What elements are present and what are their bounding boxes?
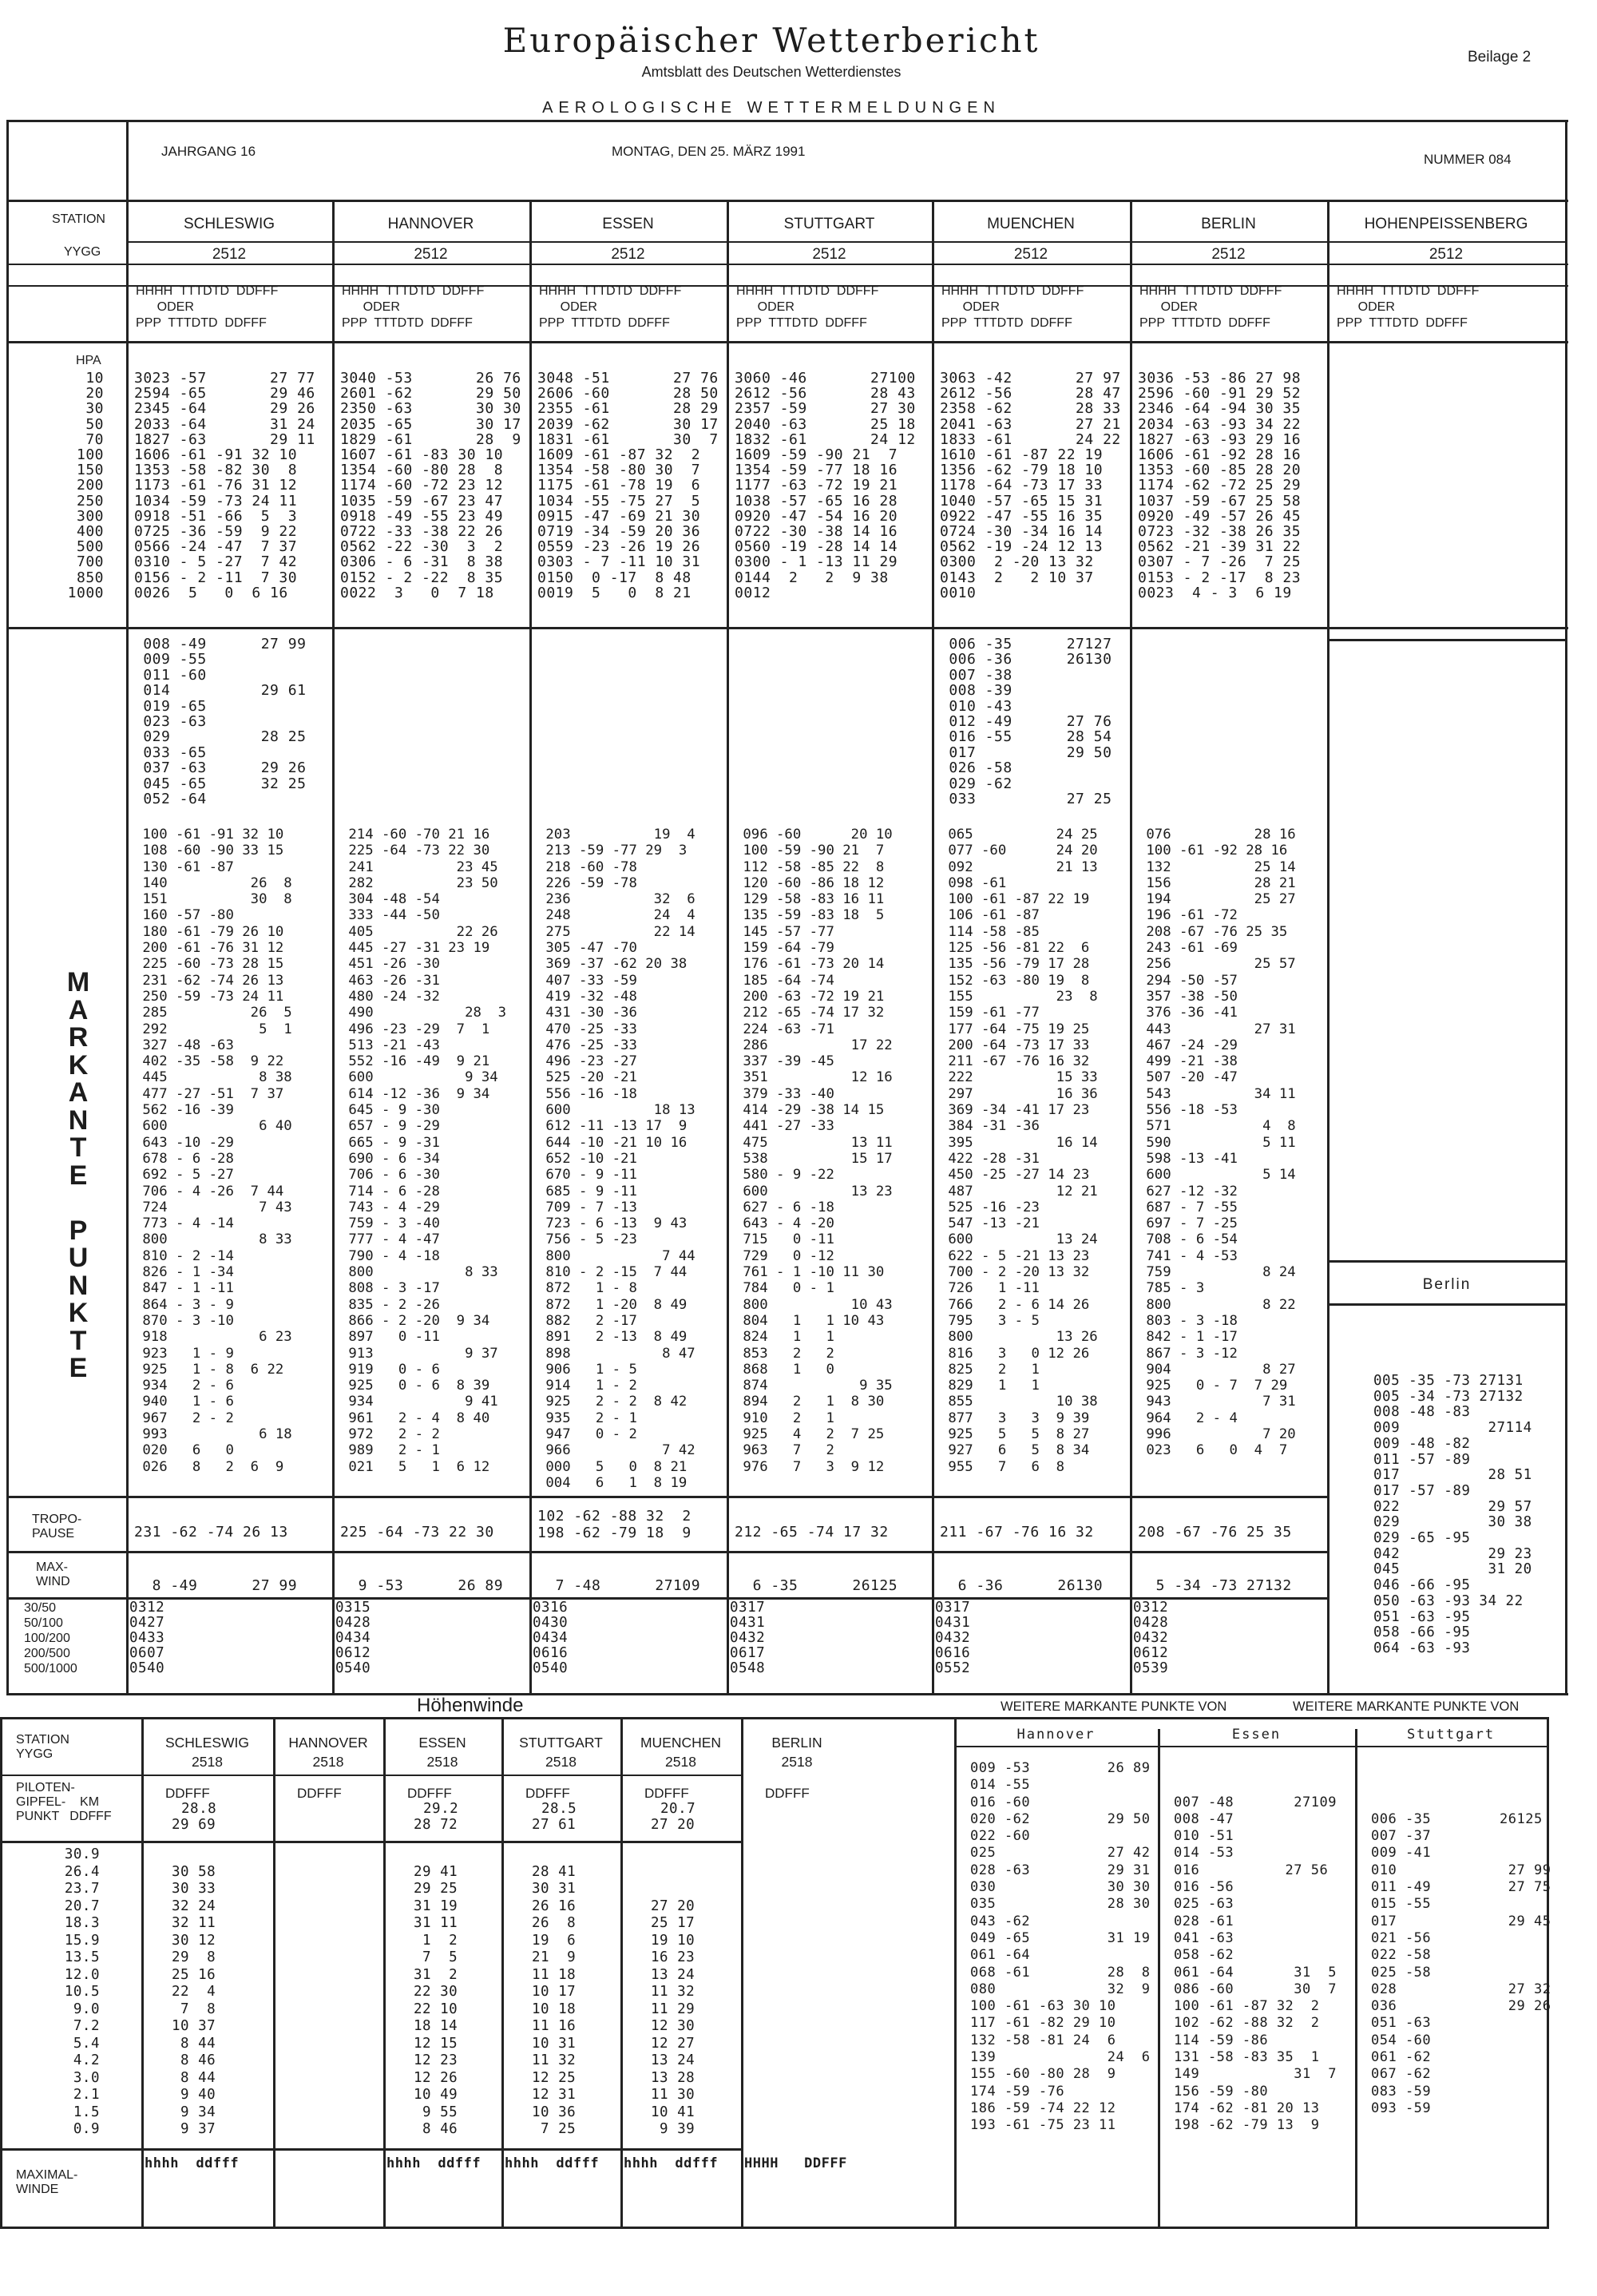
wind-maxw-header: hhhh ddfff	[624, 2155, 719, 2171]
wind-station-yygg: 2518	[781, 1754, 813, 1770]
col-header-3: PPP TTTDTD DDFFF	[539, 316, 670, 330]
col-header-1: HHHH TTTDTD DDFFF	[342, 284, 485, 298]
wind-gipfel-km: 28.8	[181, 1801, 217, 1817]
winds-station-label: STATION YYGG	[16, 1733, 69, 1761]
maxwind-values: 9 -53 26 89	[340, 1577, 504, 1594]
markante-values: 100 -61 -91 32 10 108 -60 -90 33 15 130 -61 -87 140 26 8 151 30 8 160 -57 -80 180 -61 -79 26 10 200 -61 -76 31 12 225 -60 -73 28 15 231 -62 -74 26 13 250 -59 -73 24 11 285 26 5 292 5 1 327 -48 -63 402 -35 -58 9 22 445 8 38 477 -27 -51 7 37 562 -16 -39 600 6 40 643 -10 -29 678 - 6 -28 692 - 5 -27 706 - 4 -26 7 44 724 7 43 773 - 4 -14 800 8 33 810 - 2 -14 826 - 1 -34 847 - 1 -11 864 - 3 - 9 870 - 3 -10 918 6 23 923 1 - 9 925 1 - 8 6 22 934 2 - 6 940 1 - 6 967 2 - 2 993 6 18 020 6 0 026 8 2 6 9	[142, 827, 292, 1475]
wind-station-yygg: 2518	[426, 1754, 458, 1770]
wind-station-yygg: 2518	[192, 1754, 223, 1770]
hpa-label: HPA	[76, 354, 101, 367]
winds-heights: 30.9 26.4 23.7 20.7 18.3 15.9 13.5 12.0 10.5 9.0 7.2 5.4 4.2 3.0 2.1 1.5 0.9	[64, 1846, 100, 2137]
wind-height-values: 30 58 30 33 32 24 32 11 30 12 29 8 25 16 22 4 7 8 10 37 8 44 8 46 8 44 9 40 9 34 9 37	[172, 1863, 216, 2137]
col-header-2: ODER	[941, 300, 1000, 314]
markante-values: 214 -60 -70 21 16 225 -64 -73 22 30 241 23 45 282 23 50 304 -48 -54 333 -44 -50 405 22 26 445 -27 -31 23 19 451 -26 -30 463 -26 -31 480 -24 -32 490 28 3 496 -23 -29 7 1 513 -21 -43 552 -16 -49 9 21 600 9 34 614 -12 -36 9 34 645 - 9 -30 657 - 9 -29 665 - 9 -31 690 - 6 -34 706 - 6 -30 714 - 6 -28 743 - 4 -29 759 - 3 -40 777 - 4 -47 790 - 4 -18 800 8 33 808 - 3 -17 835 - 2 -26 866 - 2 -20 9 34 897 0 -11 913 9 37 919 0 - 6 925 0 - 6 8 39 934 9 41 961 2 - 4 8 40 972 2 - 2 989 2 - 1 021 5 1 6 12	[348, 827, 507, 1475]
col-header-3: PPP TTTDTD DDFFF	[736, 316, 867, 330]
col-header-2: ODER	[136, 300, 194, 314]
col-header-3: PPP TTTDTD DDFFF	[941, 316, 1072, 330]
extra-station-values: 007 -48 27109 008 -47 010 -51 014 -53 016 27 56 016 -56 025 -63 028 -61 041 -63 058 -62 061 -64 31 5 086 -60 30 7 100 -61 -87 32 2 102 -62 -88 32 2 114 -59 -86 131 -58 -83 35 1 149 31 7 156 -59 -80 174 -62 -81 20 13 198 -62 -79 13 9	[1174, 1794, 1337, 2134]
markante-values: 076 28 16 100 -61 -92 28 16 132 25 14 156 28 21 194 25 27 196 -61 -72 208 -67 -76 25 35 243 -61 -69 256 25 57 294 -50 -57 357 -38 -50 376 -36 -41 443 27 31 467 -24 -29 499 -21 -38 507 -20 -47 543 34 11 556 -18 -53 571 4 8 590 5 11 598 -13 -41 600 5 14 627 -12 -32 687 - 7 -55 697 - 7 -25 708 - 6 -54 741 - 4 -53 759 8 24 785 - 3 800 8 22 803 - 3 -18 842 - 1 -17 867 - 3 -12 904 8 27 925 0 - 7 7 29 943 7 31 964 2 - 4 996 7 20 023 6 0 4 7	[1146, 827, 1296, 1459]
report-subtitle: Amtsblatt des Deutschen Wetterdienstes	[641, 64, 902, 80]
station-yygg: 2512	[1013, 246, 1048, 263]
markante-values: 096 -60 20 10 100 -59 -90 21 7 112 -58 -85 22 8 120 -60 -86 18 12 129 -58 -83 16 11 135 -59 -83 18 5 145 -57 -77 159 -64 -79 176 -61 -73 20 14 185 -64 -74 200 -63 -72 19 21 212 -65 -74 17 32 224 -63 -71 286 17 22 337 -39 -45 351 12 16 379 -33 -40 414 -29 -38 14 15 441 -27 -33 475 13 11 538 15 17 580 - 9 -22 600 13 23 627 - 6 -18 643 - 4 -20 715 0 -11 729 0 -12 761 - 1 -10 11 30 784 0 - 1 800 10 43 804 1 1 10 43 824 1 1 853 2 2 868 1 0 874 9 35 894 2 1 8 30 910 2 1 925 4 2 7 25 963 7 2 976 7 3 9 12	[743, 827, 893, 1475]
wind-maxw-header: hhhh ddfff	[505, 2155, 600, 2171]
wind-height-values: 27 20 25 17 19 10 16 23 13 24 11 32 11 29 12 30 12 27 13 24 13 28 11 30 10 41 9 39	[651, 1897, 695, 2137]
tropopause-values: 208 -67 -76 25 35	[1138, 1524, 1292, 1541]
maxwind-values: 5 -34 -73 27132	[1138, 1577, 1292, 1594]
markante-values: 203 19 4 213 -59 -77 29 3 218 -60 -78 226 -59 -78 236 32 6 248 24 4 275 22 14 305 -47 -70 369 -37 -62 20 38 407 -33 -59 419 -32 -48 431 -30 -36 470 -25 -33 476 -25 -33 496 -23 -27 525 -20 -21 556 -16 -18 600 18 13 612 -11 -13 17 9 644 -10 -21 10 16 652 -10 -21 670 - 9 -11 685 - 9 -11 709 - 7 -13 723 - 6 -13 9 43 756 - 5 -23 800 7 44 810 - 2 -15 7 44 872 1 - 8 872 1 -20 8 49 882 2 -17 891 2 -13 8 49 898 8 47 906 1 - 5 914 1 - 2 925 2 - 2 8 42 935 2 - 1 947 0 - 2 966 7 42 000 5 0 8 21 004 6 1 8 19	[545, 827, 695, 1491]
report-date: MONTAG, DEN 25. MÄRZ 1991	[612, 144, 806, 159]
shear-values: 0315 0428 0434 0612 0540	[335, 1600, 371, 1676]
col-header-1: HHHH TTTDTD DDFFF	[1337, 284, 1480, 298]
shear-values: 0316 0430 0434 0616 0540	[533, 1600, 569, 1676]
tropopause-values: 212 -65 -74 17 32	[735, 1524, 889, 1541]
tropopause-values: 211 -67 -76 16 32	[940, 1524, 1094, 1541]
station-name: STUTTGART	[783, 216, 875, 232]
maxwind-values: 7 -48 27109	[537, 1577, 701, 1594]
station-yygg: 2512	[1429, 246, 1464, 263]
wind-station-name: ESSEN	[418, 1735, 466, 1751]
markante-top-values: 006 -35 27127 006 -36 26130 007 -38 008 -39 010 -43 012 -49 27 76 016 -55 28 54 017 29 50 026 -58 029 -62 033 27 25	[949, 636, 1112, 808]
station-name: HOHENPEISSENBERG	[1364, 216, 1528, 232]
tropopause-values: 225 -64 -73 22 30	[340, 1524, 494, 1541]
wind-gipfel-value: 28 72	[414, 1817, 458, 1833]
station-name: ESSEN	[602, 216, 654, 232]
shear-labels: 30/50 50/100 100/200 200/500 500/1000	[24, 1601, 77, 1675]
winds-pilot-label: PILOTEN- GIPFEL- KM PUNKT DDFFF	[16, 1781, 112, 1823]
wind-gipfel-value: 27 20	[651, 1817, 695, 1833]
col-header-3: PPP TTTDTD DDFFF	[1337, 316, 1468, 330]
wind-gipfel-value: 29 69	[172, 1817, 216, 1833]
maxwind-label: MAX- WIND	[36, 1560, 70, 1588]
station-name: SCHLESWIG	[183, 216, 275, 232]
col-header-1: HHHH TTTDTD DDFFF	[136, 284, 279, 298]
col-header-3: PPP TTTDTD DDFFF	[1139, 316, 1270, 330]
col-header-1: HHHH TTTDTD DDFFF	[941, 284, 1084, 298]
extra-station-values: 006 -35 26125 007 -37 009 -41 010 27 99 011 -49 27 75 015 -55 017 29 45 021 -56 022 -58 025 -58 028 27 32 036 29 26 051 -63 054 -60 061 -62 067 -62 083 -59 093 -59	[1371, 1810, 1551, 2116]
wind-station-name: MUENCHEN	[640, 1735, 722, 1751]
shear-values: 0312 0427 0433 0607 0540	[129, 1600, 165, 1676]
station-yygg: 2512	[611, 246, 645, 263]
station-label: STATION	[52, 212, 105, 226]
col-header-2: ODER	[539, 300, 597, 314]
maxwind-values: 8 -49 27 99	[134, 1577, 298, 1594]
std-level-values: 3063 -42 27 97 2612 -56 28 47 2358 -62 28 33 2041 -63 27 21 1833 -61 24 22 1610 -61 -87 22 19 1356 -62 -79 18 10 1178 -64 -73 17 33 1040 -57 -65 15 31 0922 -47 -55 16 35 0724 -30 -34 16 14 0562 -19 -24 12 13 0300 2 -20 13 32 0143 2 2 10 37 0010	[940, 370, 1121, 601]
station-name: HANNOVER	[387, 216, 474, 232]
wind-station-name: STUTTGART	[519, 1735, 603, 1751]
wind-dd-label: DDFFF	[407, 1786, 452, 1801]
std-level-values: 3040 -53 26 76 2601 -62 29 50 2350 -63 30 30 2035 -65 30 17 1829 -61 28 9 1607 -61 -83 30 10 1354 -60 -80 28 8 1174 -60 -72 23 12 1035 -59 -67 23 47 0918 -49 -55 23 49 0722 -33 -38 22 26 0562 -22 -30 3 2 0306 - 6 -31 8 38 0152 - 2 -22 8 35 0022 3 0 7 18	[340, 370, 521, 601]
wind-dd-label: DDFFF	[644, 1786, 689, 1801]
wind-gipfel-km: 20.7	[660, 1801, 696, 1817]
wind-gipfel-value: 27 61	[532, 1817, 577, 1833]
col-header-2: ODER	[1337, 300, 1395, 314]
station-yygg: 2512	[212, 246, 247, 263]
winds-title: Höhenwinde	[417, 1695, 524, 1716]
wind-dd-label: DDFFF	[165, 1786, 210, 1801]
extra-station-name: Essen	[1231, 1727, 1282, 1743]
markante-values: 065 24 25 077 -60 24 20 092 21 13 098 -61 100 -61 -87 22 19 106 -61 -87 114 -58 -85 125 -56 -81 22 6 135 -56 -79 17 28 152 -63 -80 19 8 155 23 8 159 -61 -77 177 -64 -75 19 25 200 -64 -73 17 33 211 -67 -76 16 32 222 15 33 297 16 36 369 -34 -41 17 23 384 -31 -36 395 16 14 422 -28 -31 450 -25 -27 14 23 487 12 21 525 -16 -23 547 -13 -21 600 13 24 622 - 5 -21 13 23 700 - 2 -20 13 32 726 1 -11 766 2 - 6 14 26 795 3 - 5 800 13 26 816 3 0 12 26 825 2 1 829 1 1 855 10 38 877 3 3 9 39 925 5 5 8 27 927 6 5 8 34 955 7 6 8	[948, 827, 1098, 1475]
station-yygg: 2512	[812, 246, 846, 263]
wind-dd-label: DDFFF	[297, 1786, 342, 1801]
berlin-extra-values: 005 -35 -73 27131 005 -34 -73 27132 008 -48 -83 009 27114 009 -48 -82 011 -57 -89 017 28 51 017 -57 -89 022 29 57 029 30 38 029 -65 -95 042 29 23 045 31 20 046 -66 -95 050 -63 -93 34 22 051 -63 -95 058 -66 -95 064 -63 -93	[1373, 1373, 1532, 1656]
issue-number: NUMMER 084	[1424, 152, 1512, 167]
col-header-1: HHHH TTTDTD DDFFF	[539, 284, 682, 298]
station-name: BERLIN	[1201, 216, 1256, 232]
wind-station-name: SCHLESWIG	[164, 1735, 250, 1751]
report-title: Europäischer Wetterbericht	[502, 21, 1040, 60]
station-yygg: 2512	[1211, 246, 1246, 263]
std-level-values: 3060 -46 27100 2612 -56 28 43 2357 -59 27 30 2040 -63 25 18 1832 -61 24 12 1609 -59 -90 21 7 1354 -59 -77 18 16 1177 -63 -72 19 21 1038 -57 -65 16 28 0920 -47 -54 16 20 0722 -30 -38 14 16 0560 -19 -28 14 14 0300 - 1 -13 11 29 0144 2 2 9 38 0012	[735, 370, 916, 601]
col-header-1: HHHH TTTDTD DDFFF	[736, 284, 879, 298]
winds-maxw-label: MAXIMAL- WINDE	[16, 2168, 78, 2196]
wind-maxw-header: hhhh ddfff	[386, 2155, 481, 2171]
extra-station-values: 009 -53 26 89 014 -55 016 -60 020 -62 29 50 022 -60 025 27 42 028 -63 29 31 030 30 30 035 28 30 043 -62 049 -65 31 19 061 -64 068 -61 28 8 080 32 9 100 -61 -63 30 10 117 -61 -82 29 10 132 -58 -81 24 6 139 24 6 155 -60 -80 28 9 174 -59 -76 186 -59 -74 22 12 193 -61 -75 23 11	[970, 1760, 1151, 2134]
shear-values: 0312 0428 0432 0612 0539	[1133, 1600, 1169, 1676]
col-header-2: ODER	[736, 300, 795, 314]
tropopause-label: TROPO- PAUSE	[32, 1513, 82, 1541]
weitere-label-1: WEITERE MARKANTE PUNKTE VON	[1001, 1699, 1227, 1714]
wind-station-yygg: 2518	[312, 1754, 344, 1770]
wind-height-values: 29 41 29 25 31 19 31 11 1 2 7 5 31 2 22 30 22 10 18 14 12 15 12 23 12 26 10 49 9 55 8 46	[414, 1863, 458, 2137]
maxwind-values: 6 -35 26125	[735, 1577, 898, 1594]
section-title: AEROLOGISCHE WETTERMELDUNGEN	[542, 99, 1001, 117]
station-name: MUENCHEN	[987, 216, 1075, 232]
markante-punkte-label: M A R K A N T E P U N K T E	[66, 967, 90, 1383]
wind-dd-label: DDFFF	[765, 1786, 810, 1801]
berlin-extra-title: Berlin	[1422, 1276, 1472, 1293]
std-level-values: 3036 -53 -86 27 98 2596 -60 -91 29 52 2346 -64 -94 30 35 2034 -63 -93 34 22 1827 -63 -93 29 16 1606 -61 -92 28 16 1353 -60 -85 28 20 1174 -62 -72 25 29 1037 -59 -67 25 58 0920 -49 -57 26 45 0723 -32 -38 26 35 0562 -21 -39 31 22 0307 - 7 -26 7 25 0153 - 2 -17 8 23 0023 4 - 3 6 19	[1138, 370, 1302, 601]
col-header-1: HHHH TTTDTD DDFFF	[1139, 284, 1282, 298]
yygg-label: YYGG	[64, 245, 101, 259]
extra-station-name: Hannover	[1016, 1727, 1096, 1743]
col-header-3: PPP TTTDTD DDFFF	[342, 316, 473, 330]
col-header-2: ODER	[342, 300, 400, 314]
markante-top-values: 008 -49 27 99 009 -55 011 -60 014 29 61 019 -65 023 -63 029 28 25 033 -65 037 -63 29 26 045 -65 32 25 052 -64	[143, 636, 307, 808]
wind-station-name: BERLIN	[771, 1735, 822, 1751]
wind-station-yygg: 2518	[665, 1754, 696, 1770]
wind-height-values: 28 41 30 31 26 16 26 8 19 6 21 9 11 18 10 17 10 18 11 16 10 31 11 32 12 25 12 31 10 36 7 25	[532, 1863, 577, 2137]
shear-values: 0317 0431 0432 0616 0552	[935, 1600, 971, 1676]
wind-dd-label: DDFFF	[525, 1786, 570, 1801]
shear-values: 0317 0431 0432 0617 0548	[730, 1600, 766, 1676]
wind-gipfel-km: 29.2	[423, 1801, 459, 1817]
std-level-values: 3048 -51 27 76 2606 -60 28 50 2355 -61 28 29 2039 -62 30 17 1831 -61 30 7 1609 -61 -87 32 2 1354 -58 -80 30 7 1175 -61 -78 19 6 1034 -55 -75 27 5 0915 -47 -69 21 30 0719 -34 -59 20 36 0559 -23 -26 19 26 0303 - 7 -11 10 31 0150 0 -17 8 48 0019 5 0 8 21	[537, 370, 719, 601]
station-yygg: 2512	[414, 246, 448, 263]
wind-station-yygg: 2518	[545, 1754, 577, 1770]
pressure-levels: 10 20 30 50 70 100 150 200 250 300 400 500 700 850 1000	[67, 370, 104, 601]
maxwind-values: 6 -36 26130	[940, 1577, 1104, 1594]
beilage-label: Beilage 2	[1468, 49, 1532, 65]
wind-maxw-header: hhhh ddfff	[145, 2155, 240, 2171]
col-header-2: ODER	[1139, 300, 1198, 314]
wind-gipfel-km: 28.5	[541, 1801, 577, 1817]
wind-station-name: HANNOVER	[288, 1735, 368, 1751]
col-header-3: PPP TTTDTD DDFFF	[136, 316, 267, 330]
weitere-label-2: WEITERE MARKANTE PUNKTE VON	[1293, 1699, 1520, 1714]
tropopause-values: 102 -62 -88 32 2 198 -62 -79 18 9	[537, 1508, 692, 1541]
extra-station-name: Stuttgart	[1406, 1727, 1496, 1743]
wind-maxw-header: HHHH DDFFF	[744, 2155, 847, 2171]
std-level-values: 3023 -57 27 77 2594 -65 29 46 2345 -64 29 26 2033 -64 31 24 1827 -63 29 11 1606 -61 -91 32 10 1353 -58 -82 30 8 1173 -61 -76 31 12 1034 -59 -73 24 11 0918 -51 -66 5 3 0725 -36 -59 9 22 0566 -24 -47 7 37 0310 - 5 -27 7 42 0156 - 2 -11 7 30 0026 5 0 6 16	[134, 370, 315, 601]
tropopause-values: 231 -62 -74 26 13	[134, 1524, 288, 1541]
jahrgang-label: JAHRGANG 16	[161, 144, 256, 159]
